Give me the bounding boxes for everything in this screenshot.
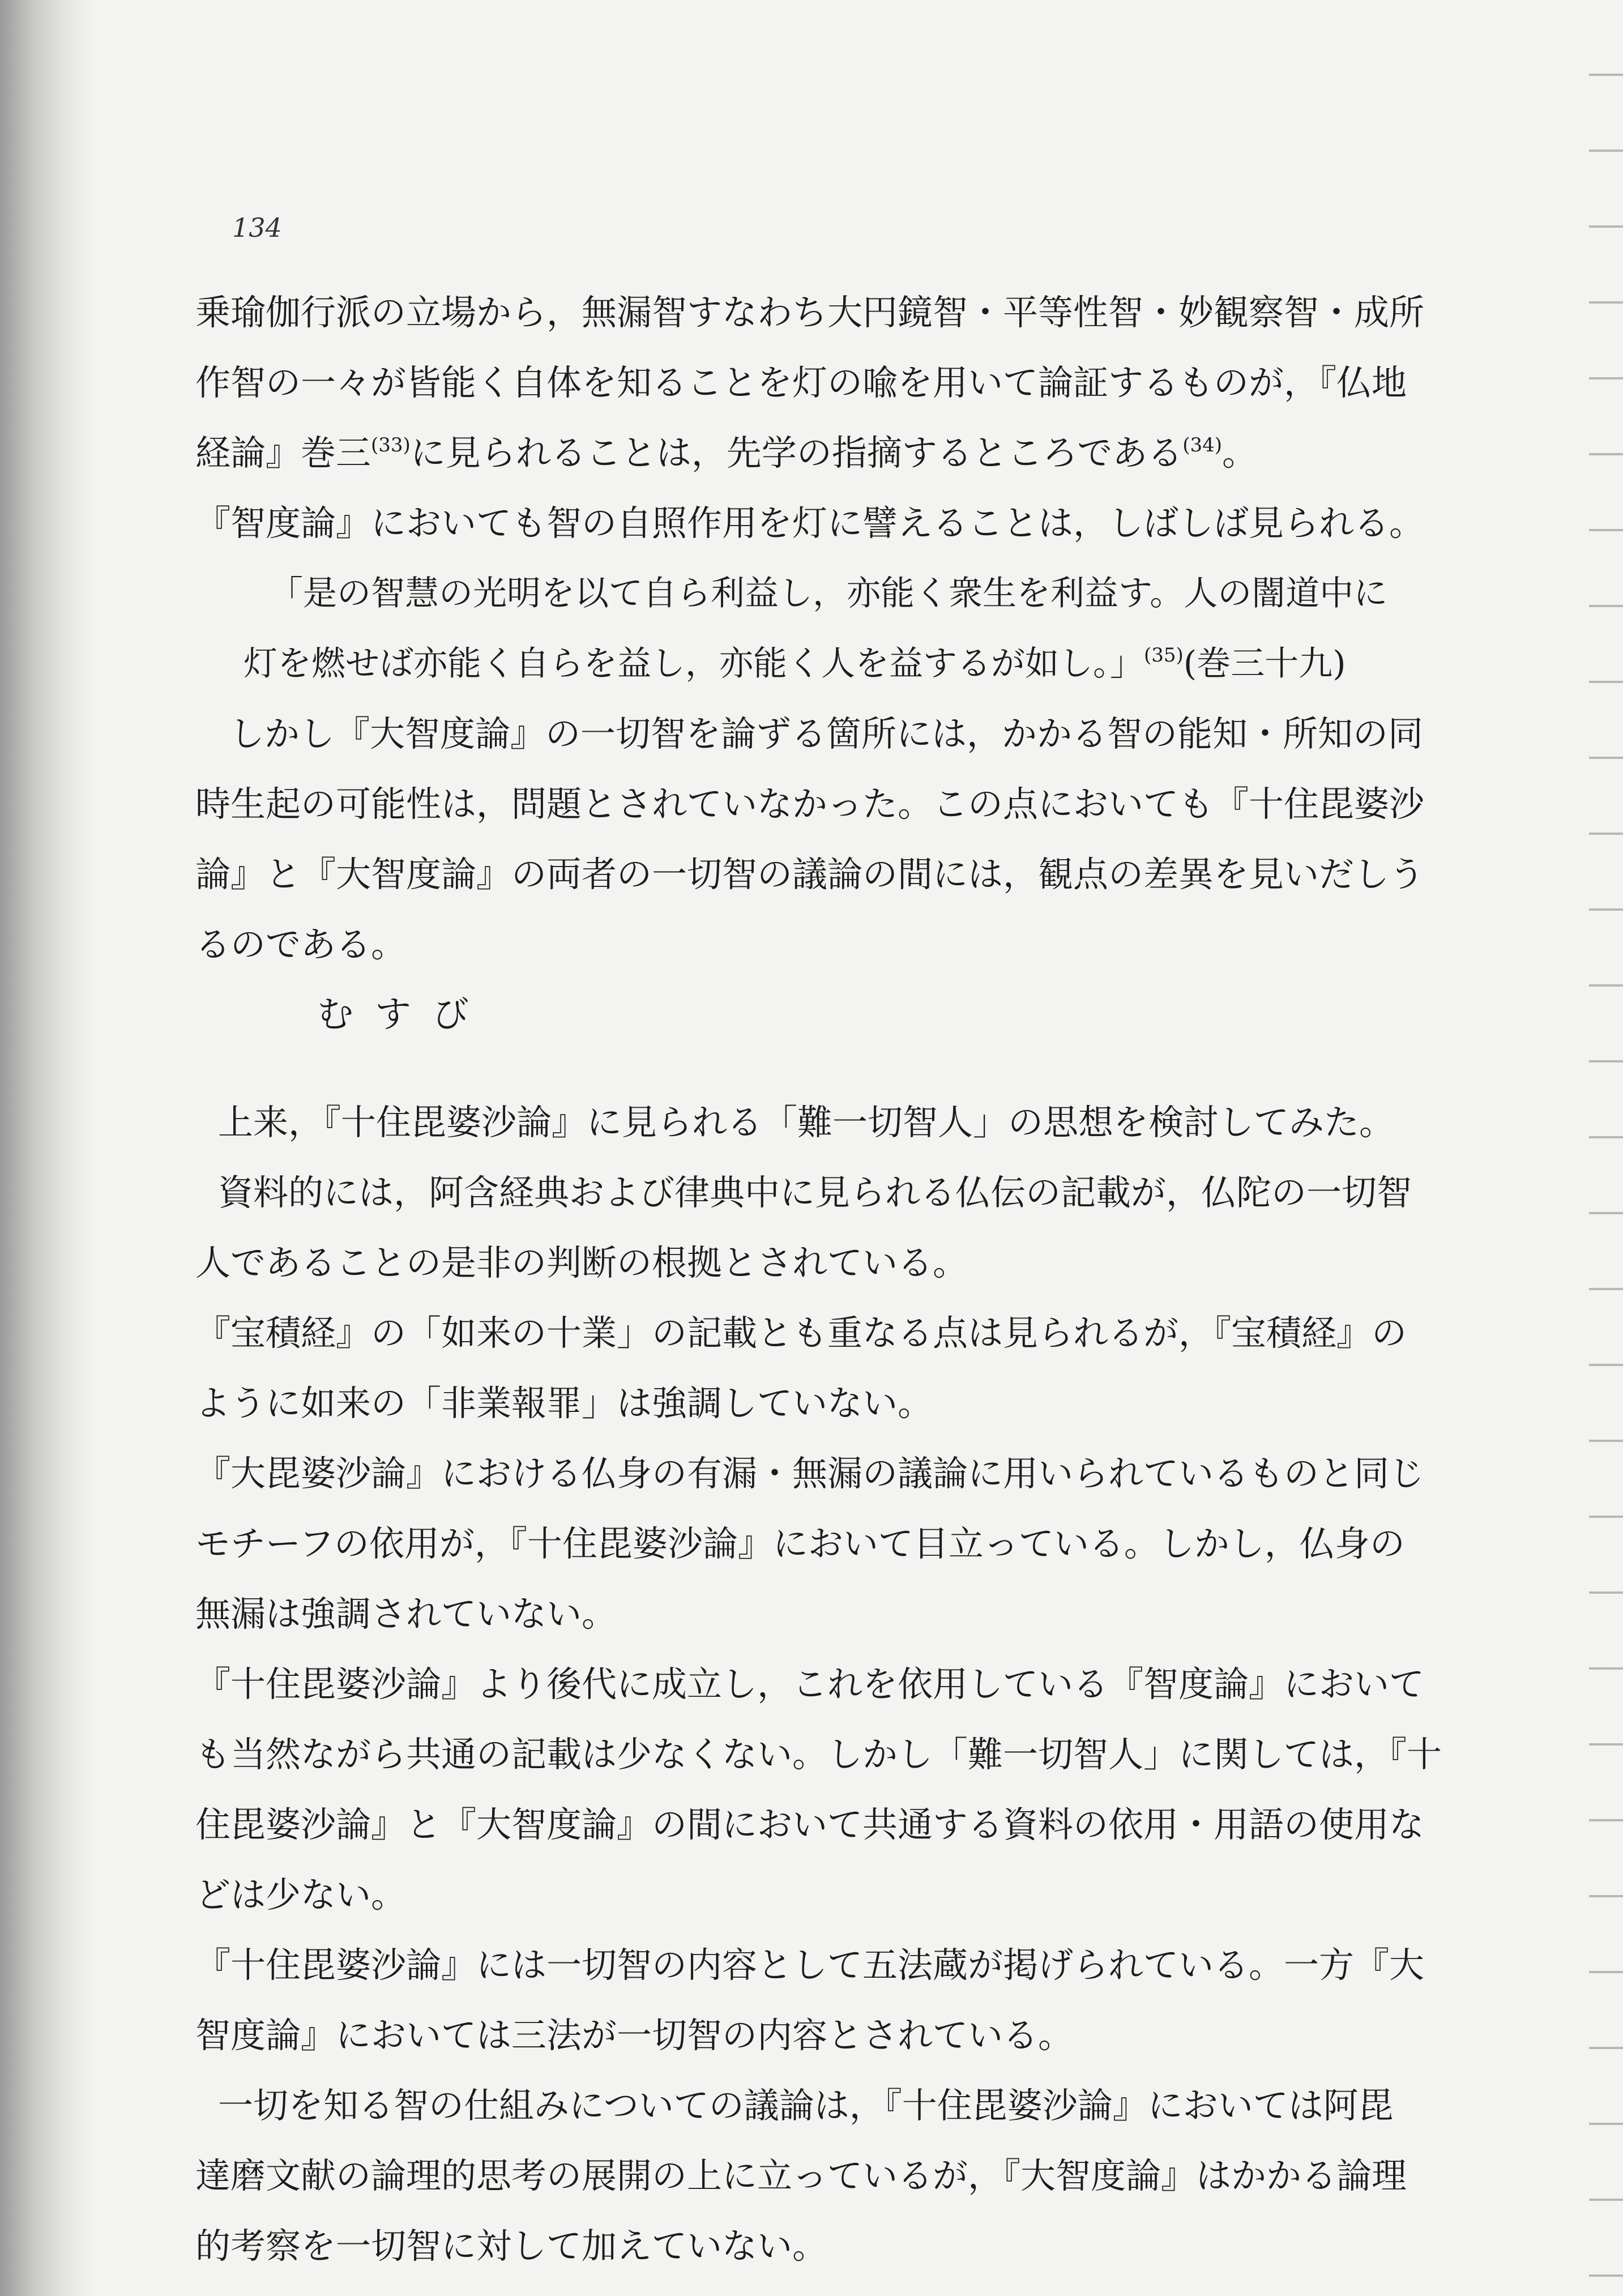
text-line <box>195 488 1470 558</box>
text-line <box>195 839 1470 910</box>
text-segment: 的考察を一切智に対して加えていない。 <box>195 2225 828 2267</box>
text-segment: 人であることの是非の判断の根拠とされている。 <box>195 1242 968 1283</box>
paragraph-contrast <box>195 699 1470 980</box>
text-segment: 論』と『大智度論』の両者の一切智の議論の間には，観点の差異を見いだしう <box>195 853 1425 895</box>
text-segment: 灯を燃せば亦能く自らを益し，亦能く人を益するが如し。」 <box>244 644 1144 684</box>
text-line <box>195 1087 1470 1158</box>
text-line <box>195 1228 1470 1298</box>
quotation-block <box>195 558 1470 699</box>
text-line <box>195 558 1470 629</box>
footnote-ref: (33) <box>371 434 411 456</box>
text-segment: 一切を知る智の仕組みについての議論は，『十住毘婆沙論』においては阿毘 <box>218 2085 1394 2126</box>
text-line <box>195 1509 1470 1579</box>
text-segment: 。 <box>1222 432 1258 473</box>
text-segment: 『宝積経』の「如来の十業」の記載とも重なる点は見られるが，『宝積経』の <box>195 1312 1407 1354</box>
text-segment: 『十住毘婆沙論』より後代に成立し，これを依用している『智度論』において <box>195 1663 1425 1705</box>
text-segment: 『十住毘婆沙論』には一切智の内容として五法蔵が掲げられている。一方『大 <box>195 1944 1425 1986</box>
text-segment: ように如来の「非業報罪」は強調していない。 <box>195 1382 933 1424</box>
text-segment: 時生起の可能性は，問題とされていなかった。この点においても『十住毘婆沙 <box>195 783 1425 825</box>
footnote-ref: (34) <box>1182 434 1222 456</box>
text-line <box>195 278 1470 348</box>
section-heading: むすび <box>317 994 490 1036</box>
text-line <box>195 1790 1470 1860</box>
text-segment: 無漏は強調されていない。 <box>195 1593 617 1634</box>
text-line <box>195 2000 1470 2071</box>
text-line <box>195 418 1470 488</box>
text-line <box>195 2211 1470 2281</box>
margin-tick-marks <box>1589 0 1623 2296</box>
text-line <box>195 699 1470 769</box>
text-segment: 資料的には，阿含経典および律典中に見られる仏伝の記載が，仏陀の一切智 <box>218 1172 1412 1213</box>
scan-shadow-edge <box>0 0 96 2296</box>
text-line <box>195 769 1470 839</box>
text-line <box>195 1368 1470 1439</box>
text-segment: 作智の一々が皆能く自体を知ることを灯の喩を用いて論証するものが，『仏地 <box>195 362 1407 403</box>
text-segment: 『大毘婆沙論』における仏身の有漏・無漏の議論に用いられているものと同じ <box>195 1453 1425 1494</box>
text-segment: 住毘婆沙論』と『大智度論』の間において共通する資料の依用・用語の使用な <box>195 1804 1425 1845</box>
text-segment: モチーフの依用が，『十住毘婆沙論』において目立っている。しかし，仏身の <box>195 1523 1405 1564</box>
text-line <box>195 1719 1470 1790</box>
conclusion-body <box>195 1087 1470 2281</box>
text-segment: 上来，『十住毘婆沙論』に見られる「難一切智人」の思想を検討してみた。 <box>218 1102 1395 1143</box>
text-segment: 経論』巻三 <box>195 432 371 473</box>
text-segment: しかし『大智度論』の一切智を論ずる箇所には，かかる智の能知・所知の同 <box>229 713 1424 754</box>
text-line <box>195 1860 1470 1930</box>
text-segment: るのである。 <box>195 924 407 965</box>
text-line <box>195 1649 1470 1719</box>
text-line <box>195 1439 1470 1509</box>
text-segment: 達磨文献の論理的思考の展開の上に立っているが，『大智度論』はかかる論理 <box>195 2155 1407 2196</box>
text-line <box>195 1158 1470 1228</box>
text-segment: 智度論』においては三法が一切智の内容とされている。 <box>195 2015 1074 2056</box>
footnote-ref: (35) <box>1144 644 1184 667</box>
text-line <box>195 2071 1470 2141</box>
text-line <box>195 348 1470 418</box>
text-segment: 乗瑜伽行派の立場から，無漏智すなわち大円鏡智・平等性智・妙観察智・成所 <box>195 292 1425 333</box>
text-segment: 『智度論』においても智の自照作用を灯に譬えることは，しばしば見られる。 <box>195 502 1425 544</box>
text-line <box>195 910 1470 980</box>
text-segment: に見られることは，先学の指摘するところである <box>410 432 1183 473</box>
text-segment: どは少ない。 <box>195 1874 407 1915</box>
text-line <box>195 1930 1470 2000</box>
text-line <box>195 2141 1470 2211</box>
text-segment: 「是の智慧の光明を以て自ら利益し，亦能く衆生を利益す。人の闇道中に <box>269 574 1388 613</box>
text-line <box>195 1579 1470 1649</box>
text-segment: も当然ながら共通の記載は少なくない。しかし「難一切智人」に関しては，『十 <box>195 1734 1442 1775</box>
paragraph-intro <box>195 278 1470 558</box>
text-line <box>195 1298 1470 1368</box>
text-segment: (巻三十九) <box>1183 644 1346 684</box>
page-number: 134 <box>232 212 282 243</box>
text-line <box>195 629 1470 699</box>
